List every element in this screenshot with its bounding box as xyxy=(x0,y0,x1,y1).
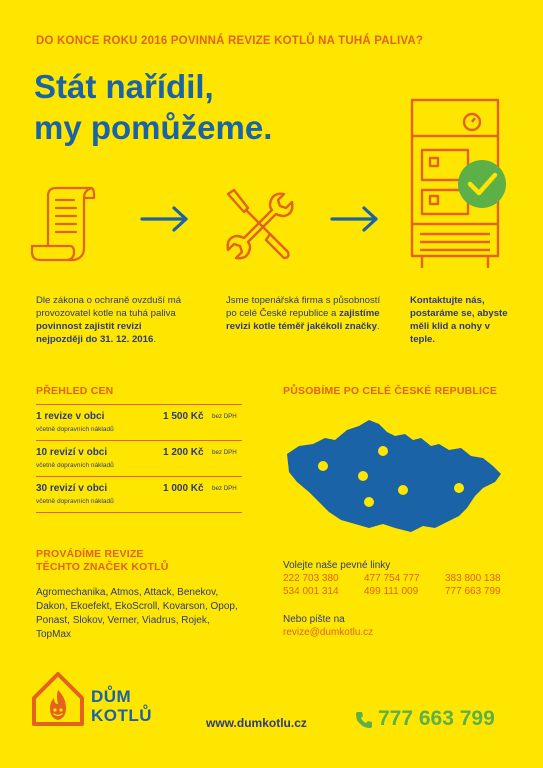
arrow-right-icon xyxy=(140,206,190,232)
price-row: 10 revizí v obci včetně dopravních nákladů 1 200 Kč bez DPH xyxy=(36,440,242,476)
top-banner: DO KONCE ROKU 2016 POVINNÁ REVIZE KOTLŮ NA TUHÁ PALIVA? xyxy=(36,35,424,47)
headline-line-1: Stát nařídil, xyxy=(34,68,214,105)
write-label: Nebo pište na xyxy=(283,614,345,625)
company-text: Jsme topenářská firma s působností po celé České republice a zajistíme revizi kotle téměř jakékoli značky. xyxy=(226,295,381,332)
arrow-right-icon xyxy=(330,206,380,232)
phone-number[interactable]: 534 001 314 xyxy=(283,586,339,597)
phone-icon xyxy=(354,710,374,730)
price-row: 30 revizí v obci včetně dopravních nákladů 1 000 Kč bez DPH xyxy=(36,476,242,512)
law-text: Dle zákona o ochraně ovzduší má provozovatel kotle na tuhá paliva povinnost zajistit revizi nejpozději do 31. 12. 2016. xyxy=(36,295,182,345)
brands-title: PROVÁDÍME REVIZE TĚCHTO ZNAČEK KOTLŮ xyxy=(36,548,169,573)
phones-label: Volejte naše pevné linky xyxy=(283,560,391,571)
price-divider xyxy=(36,512,242,513)
prices-title: PŘEHLED CEN xyxy=(36,385,114,397)
phone-number[interactable]: 477 754 777 xyxy=(364,573,420,584)
logo-text: DŮM KOTLŮ xyxy=(91,687,153,725)
phone-number[interactable]: 499 111 009 xyxy=(364,586,419,597)
phone-number[interactable]: 383 800 138 xyxy=(445,573,501,584)
brands-list: Agromechanika, Atmos, Attack, Benekov, Dakon, Ekoefekt, EkoScroll, Kovarson, Opop, Ponast, Slokov, Verner, Viadrus, Rojek, TopMax xyxy=(36,587,238,640)
email-link[interactable]: revize@dumkotlu.cz xyxy=(283,627,374,638)
headline xyxy=(34,66,272,148)
map-title: PŮSOBÍME PO CELÉ ČESKÉ REPUBLICE xyxy=(283,385,498,397)
document-scroll-icon xyxy=(30,186,100,264)
house-flame-logo-icon xyxy=(30,668,86,728)
headline-line-2: my pomůžeme. xyxy=(34,109,273,146)
czech-map xyxy=(283,416,505,538)
contact-us-text: Kontaktujte nás, postaráme se, abyste měli klid a nohy v teple. xyxy=(410,295,508,345)
phone-number[interactable]: 777 663 799 xyxy=(445,586,501,597)
main-phone-number[interactable]: 777 663 799 xyxy=(378,707,495,730)
wrench-screwdriver-icon xyxy=(222,188,296,262)
phone-number[interactable]: 222 703 380 xyxy=(283,573,339,584)
website-link[interactable]: www.dumkotlu.cz xyxy=(206,716,307,730)
boiler-icon xyxy=(400,96,510,272)
price-row: 1 revize v obci včetně dopravních nákladů 1 500 Kč bez DPH xyxy=(36,404,242,440)
